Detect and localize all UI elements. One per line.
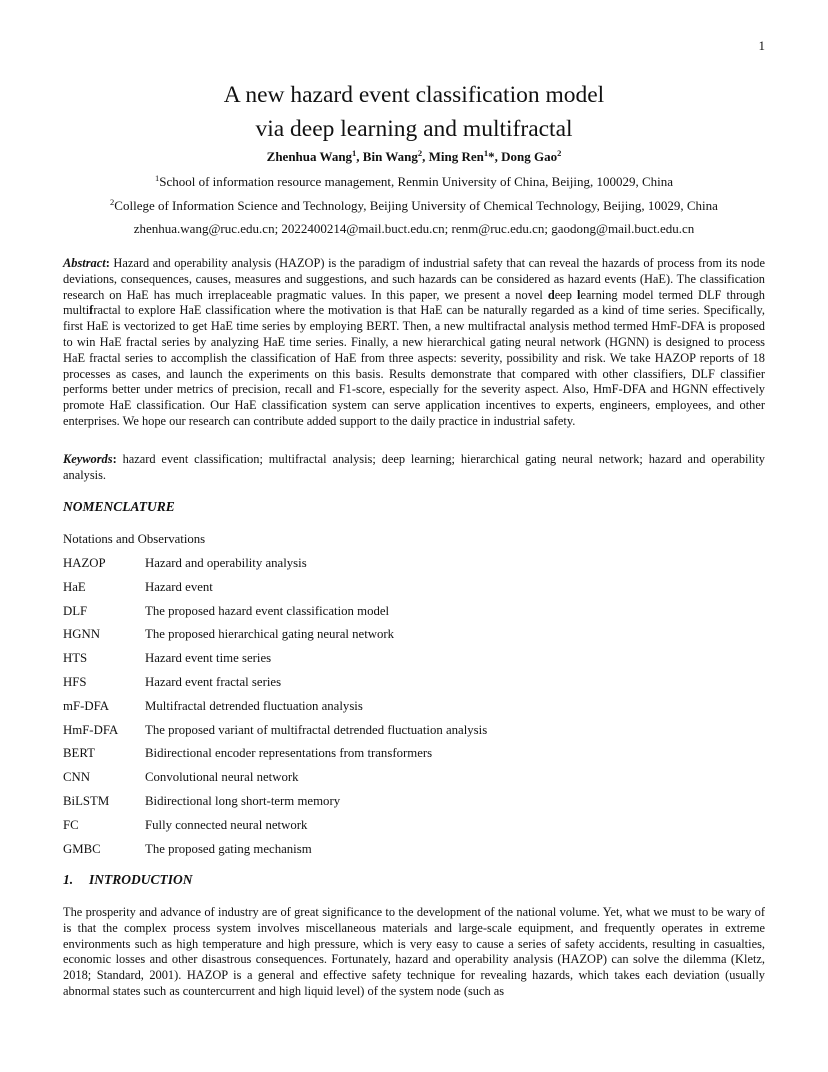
nomenclature-abbreviation: HaE [63,579,86,594]
author-name: Bin Wang [362,149,418,164]
nomenclature-abbreviation: BiLSTM [63,793,110,808]
nomenclature-row [63,627,487,651]
paper-title-line-1: A new hazard event classification model [223,82,605,108]
abstract-label: Abstract [63,256,106,270]
nomenclature-row [63,604,487,628]
keywords-label-separator: : [112,452,123,466]
nomenclature-abbreviation: HmF-DFA [63,722,119,737]
nomenclature-row [63,675,487,699]
keywords-text: hazard event classification; multifractal analysis; deep learning; hierarchical gating neural network; hazard and operability analysis. [63,452,765,482]
affiliation-1 [0,174,828,190]
nomenclature-description: Convolutional neural network [145,770,299,785]
abstract-text: Hazard and operability analysis (HAZOP) is the paradigm of industrial safety that can reveal the hazards of process from its node deviations, consequences, causes, measures and suggestions, and such hazards can be considered as hazard events (HaE). The classification research on HaE has much irreplaceable pragmatic values. In this paper, we present a novel [63,256,765,302]
author-separator: , [356,149,363,164]
introduction-paragraph: The prosperity and advance of industry are of great significance to the development of the national volume. Yet, what we must to be wary of is that the complex process system involves miscellaneous materials and large-scale equipment, and frequently operates in extreme environments such as high temperature and high pressure, which is very easy to cause a series of safety accidents, resulting in casualties, economic losses and other disastrous consequences. Fortunately, hazard and operability analysis (HAZOP) can solve the dilemma (Kletz, 2018; Standard, 2001). HAZOP is a general and effective safety technique for revealing hazards, which takes each deviation (usually abnormal states such as countercurrent and high liquid level) of the system node (such as [63,905,765,998]
nomenclature-list [63,556,487,865]
nomenclature-abbreviation: HTS [63,651,88,666]
abstract-text: eep [554,287,577,302]
nomenclature-description: Hazard event fractal series [145,674,282,689]
abstract-text: ractal to explore HaE classification where the motivation is that HaE can be naturally regarded as a kind of time series. Specifically, first HaE is vectorized to get HaE time series by employing BERT. Then, a new multifractal analysis method termed HmF-DFA is proposed to win HaE fractal series by analyzing HaE time series. Finally, a new hierarchical gating neural network (HGNN) is designed to process HaE fractal series to accomplish the classification of HaE from three aspects: severity, possibility and risk. We take HAZOP reports of 18 processes as cases, and launch the experiments on this basis. Results demonstrate that compared with other classifiers, DLF classifier performs better under metrics of precision, recall and F1-score, especially for the severity aspect. Also, HmF-DFA and HGNN effectively promote HaE classification. Our HaE classification system can serve application incentives to experts, engineers, employees, and other enterprises. We hope our research can contribute added support to the daily practice in industrial safety. [63,303,765,428]
author-affiliation-mark: 2 [557,148,562,158]
author-affiliation-mark: 1 [483,148,489,158]
author-affiliation-mark: 2 [417,148,423,158]
nomenclature-description: The proposed gating mechanism [145,841,312,856]
nomenclature-description: Fully connected neural network [145,817,308,832]
nomenclature-description: Multifractal detrended fluctuation analysis [145,698,363,713]
section-title: INTRODUCTION [89,872,193,887]
nomenclature-description: The proposed hazard event classification model [145,603,390,618]
nomenclature-row [63,556,487,580]
author-separator: *, [488,149,502,164]
nomenclature-intro: Notations and Observations [63,532,206,546]
nomenclature-description: The proposed hierarchical gating neural network [145,627,395,642]
nomenclature-description: Hazard event time series [145,651,272,666]
nomenclature-abbreviation: BERT [63,746,95,761]
nomenclature-abbreviation: GMBC [63,841,101,856]
section-number: 1. [63,872,74,887]
affiliation-2 [0,198,828,214]
author-list [0,149,828,165]
affiliation-text: College of Information Science and Technology, Beijing University of Chemical Technology, Beijing, 10029, China [114,198,718,213]
nomenclature-row [63,699,487,723]
acronym-letter-l: l [576,287,581,302]
acronym-letter-f: f [89,303,94,318]
affiliation-mark: 2 [110,197,115,207]
nomenclature-abbreviation: FC [63,817,79,832]
nomenclature-row [63,770,487,794]
nomenclature-description: Hazard and operability analysis [145,556,307,570]
nomenclature-row [63,842,487,866]
paper-title-line-2: via deep learning and multifractal [255,116,573,142]
nomenclature-abbreviation: HFS [63,674,87,689]
nomenclature-abbreviation: HGNN [63,627,100,642]
nomenclature-row [63,818,487,842]
abstract-text: earning model termed DLF through multi [63,287,765,318]
author-separator: , [422,149,429,164]
author-name: Zhenhua Wang [266,149,353,164]
nomenclature-abbreviation: DLF [63,603,88,618]
nomenclature-abbreviation: CNN [63,770,91,785]
affiliation-text: School of information resource management, Renmin University of China, Beijing, 100029, China [159,174,674,189]
author-name: Ming Ren [428,149,484,164]
introduction-heading [63,872,193,888]
abstract [63,256,765,430]
nomenclature-row [63,794,487,818]
page-number: 1 [758,38,765,53]
nomenclature-row [63,723,487,747]
author-name: Dong Gao [501,149,558,164]
nomenclature-description: Bidirectional long short-term memory [145,793,341,808]
author-emails: zhenhua.wang@ruc.edu.cn; 2022400214@mail.buct.edu.cn; renm@ruc.edu.cn; gaodong@mail.buct.edu.cn [133,221,695,236]
nomenclature-heading: NOMENCLATURE [63,499,175,514]
author-affiliation-mark: 1 [352,148,357,158]
keywords-label: Keywords [63,452,113,466]
nomenclature-description: Hazard event [145,579,213,594]
nomenclature-description: Bidirectional encoder representations from transformers [145,746,433,761]
affiliation-mark: 1 [154,173,160,183]
nomenclature-row [63,746,487,770]
keywords [63,452,765,484]
nomenclature-row [63,580,487,604]
acronym-letter-d: d [547,287,555,302]
nomenclature-abbreviation: mF-DFA [63,698,109,713]
nomenclature-description: The proposed variant of multifractal detrended fluctuation analysis [145,722,488,737]
nomenclature-row [63,651,487,675]
paper-title [0,78,828,146]
abstract-label-separator: : [105,256,114,270]
nomenclature-abbreviation: HAZOP [63,556,106,570]
